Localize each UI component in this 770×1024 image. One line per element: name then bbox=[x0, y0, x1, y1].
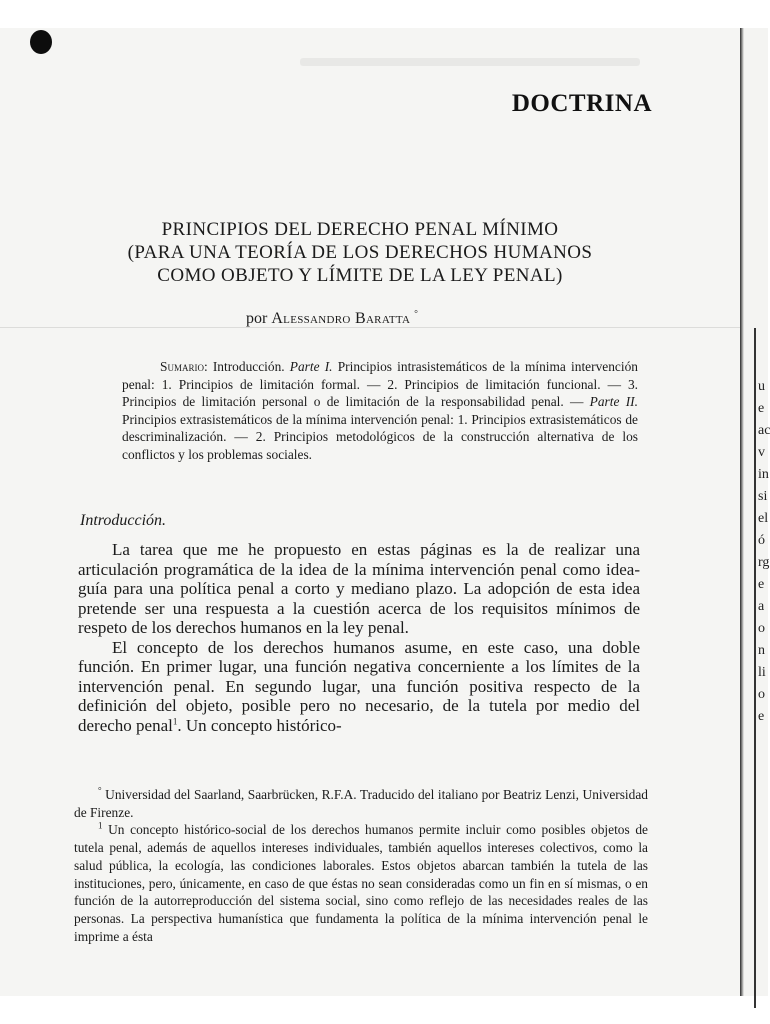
margin-fragment: ac bbox=[758, 423, 770, 438]
footnote-1 bbox=[74, 821, 648, 945]
margin-fragment: e bbox=[758, 577, 765, 592]
byline bbox=[246, 310, 418, 328]
author-footnote-marker: ° bbox=[414, 308, 418, 319]
margin-fragment: n bbox=[758, 643, 765, 658]
margin-fragment: e bbox=[758, 709, 765, 724]
body-paragraph-2-text: El concepto de los derechos humanos asume, en este caso, una doble función. En primer lugar, una función negativa concerniente a los límites de la intervención penal. En segundo lugar, una función positiva respecto de la definición del objeto, posible pero no necesario, de la tutela por medio del derecho penal bbox=[78, 637, 640, 735]
body-paragraph-1: La tarea que me he propuesto en estas páginas es la de realizar una articulación programática de la idea de la mínima intervención penal como idea-guía para una política penal a corto y mediano plazo. La adopción de esta idea pretende ser una respuesta a la cuestión acerca de los requisitos mínimos de respeto de los derechos humanos en la ley penal. bbox=[78, 540, 640, 637]
article-title-line-1: PRINCIPIOS DEL DERECHO PENAL MÍNIMO bbox=[161, 219, 559, 240]
margin-fragment: e bbox=[758, 401, 765, 416]
summary-intro: Introducción. bbox=[212, 359, 285, 374]
summary bbox=[122, 358, 638, 464]
summary-label: Sumario: bbox=[160, 359, 208, 374]
summary-part-1-label: Parte I. bbox=[289, 359, 333, 374]
binding-shadow bbox=[754, 328, 756, 1008]
body-text bbox=[78, 540, 640, 735]
footnote-1-marker: 1 bbox=[98, 820, 103, 831]
footnotes bbox=[74, 786, 648, 945]
body-paragraph-2 bbox=[78, 638, 640, 736]
margin-fragment: v bbox=[758, 445, 765, 460]
footnote-1-text: Un concepto histórico-social de los derechos humanos permite incluir como posibles objetos de tutela penal, además de aquellos intereses individuales, también aquellos intereses colectivos, como la salud pública, la ecología, las condiciones laborales. Estos objetos abarcan también la tutela de las instituciones, pero, únicamente, en caso de que éstas no sean consideradas como un fin en sí mismas, o en función de la autorreproducción del sistema social, sino como reflejo de las necesidades reales de las personas. La perspectiva humanística que fundamenta la política de la mínima intervención penal le imprime a ésta bbox=[74, 822, 648, 944]
introduction-heading: Introducción. bbox=[80, 512, 167, 529]
byline-prefix: por bbox=[246, 310, 268, 327]
punch-hole bbox=[30, 30, 52, 54]
margin-fragment: o bbox=[758, 687, 765, 702]
summary-part-1-text: Principios intrasistemáticos de la mínima intervención penal: 1. Principios de limitación formal. — 2. Principios de limitación funcional. — 3. Principios de limitación personal o de limitación de la responsabilidad penal. — bbox=[122, 359, 638, 410]
footnote-author-text: Universidad del Saarland, Saarbrücken, R.F.A. Traducido del italiano por Beatriz Lenzi, Universidad de Firenze. bbox=[74, 787, 648, 820]
margin-fragment: li bbox=[758, 665, 766, 680]
article-title bbox=[100, 218, 620, 287]
article-title-line-2: (PARA UNA TEORÍA DE LOS DERECHOS HUMANOS bbox=[127, 242, 593, 263]
bleed-through-text bbox=[300, 58, 640, 66]
margin-fragment: ó bbox=[758, 533, 765, 548]
margin-fragment: o bbox=[758, 621, 765, 636]
body-paragraph-2-continuation: . Un concepto histórico- bbox=[177, 715, 342, 735]
footnote-marker: ° bbox=[98, 785, 102, 796]
margin-fragment: rg bbox=[758, 555, 770, 570]
article-title-line-3: COMO OBJETO Y LÍMITE DE LA LEY PENAL) bbox=[157, 265, 563, 286]
margin-fragment: u bbox=[758, 379, 765, 394]
footnote-author-affiliation bbox=[74, 786, 648, 821]
summary-part-2-text: Principios extrasistemáticos de la mínima intervención penal: 1. Principios extrasistemáticos de descriminalización. — 2. Principios metodológicos de la construcción alternativa de los conflictos y los problemas sociales. bbox=[122, 411, 638, 462]
author-name: Alessandro Baratta bbox=[271, 310, 411, 327]
margin-fragment: in bbox=[758, 467, 769, 482]
summary-part-2-label: Parte II. bbox=[589, 394, 638, 410]
margin-fragment: el bbox=[758, 511, 769, 526]
margin-fragment: a bbox=[758, 599, 765, 614]
facing-page-edge bbox=[740, 28, 768, 996]
footnote-reference-1: 1 bbox=[172, 715, 178, 726]
section-label: DOCTRINA bbox=[511, 90, 652, 117]
margin-fragment: si bbox=[758, 489, 768, 504]
